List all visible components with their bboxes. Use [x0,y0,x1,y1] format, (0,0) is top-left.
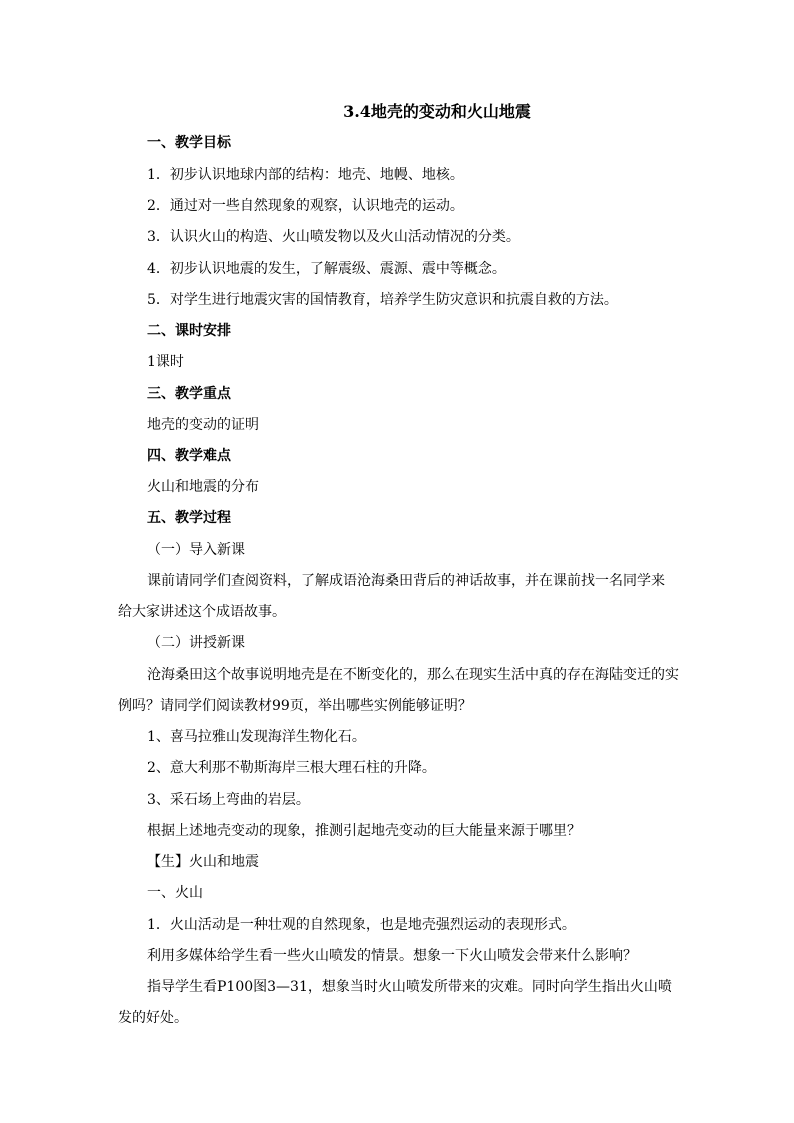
paragraph-line: 例吗？请同学们阅读教材99页，举出哪些实例能够证明？ [118,698,472,714]
paragraph-line: 1．火山活动是一种壮观的自然现象，也是地壳强烈运动的表现形式。 [147,917,576,933]
section-heading-difficulties: 四、教学难点 [147,448,231,464]
objective-item-4: 4．初步认识地震的发生，了解震级、震源、震中等概念。 [147,261,506,277]
paragraph-line: 课前请同学们查阅资料，了解成语沧海桑田背后的神话故事，并在课前找一名同学来 [147,573,665,589]
difficulties-text: 火山和地震的分布 [147,479,259,495]
paragraph-line: 根据上述地壳变动的现象，推测引起地壳变动的巨大能量来源于哪里？ [147,823,581,839]
paragraph-line: 发的好处。 [118,1010,188,1026]
section-heading-key-points: 三、教学重点 [147,386,231,402]
objective-item-1: 1．初步认识地球内部的结构：地壳、地幔、地核。 [147,167,464,183]
paragraph-line: 沧海桑田这个故事说明地壳是在不断变化的，那么在现实生活中真的存在海陆变迁的实 [147,667,679,683]
student-answer: 【生】火山和地震 [147,854,259,870]
objective-item-3: 3．认识火山的构造、火山喷发物以及火山活动情况的分类。 [147,229,520,245]
objective-item-5: 5．对学生进行地震灾害的国情教育，培养学生防灾意识和抗震自救的方法。 [147,292,618,308]
example-item-1: 1、喜马拉雅山发现海洋生物化石。 [147,729,366,745]
document-title: 3.4地壳的变动和火山地震 [343,102,531,121]
key-points-text: 地壳的变动的证明 [147,417,259,433]
paragraph-line: 指导学生看P100图3—31，想象当时火山喷发所带来的灾难。同时向学生指出火山喷 [147,979,672,995]
paragraph-line: 利用多媒体给学生看一些火山喷发的情景。想象一下火山喷发会带来什么影响？ [147,948,637,964]
schedule-text: 1课时 [147,354,184,370]
example-item-3: 3、采石场上弯曲的岩层。 [147,792,310,808]
section-heading-objectives: 一、教学目标 [147,135,231,151]
section-heading-schedule: 二、课时安排 [147,323,231,339]
subheading-volcano: 一、火山 [147,885,203,901]
subheading-new-lesson: （二）讲授新课 [147,635,245,651]
example-item-2: 2、意大利那不勒斯海岸三根大理石柱的升降。 [147,760,436,776]
subheading-introduction: （一）导入新课 [147,542,245,558]
paragraph-line: 给大家讲述这个成语故事。 [118,604,286,620]
objective-item-2: 2．通过对一些自然现象的观察，认识地壳的运动。 [147,198,464,214]
section-heading-process: 五、教学过程 [147,510,231,526]
